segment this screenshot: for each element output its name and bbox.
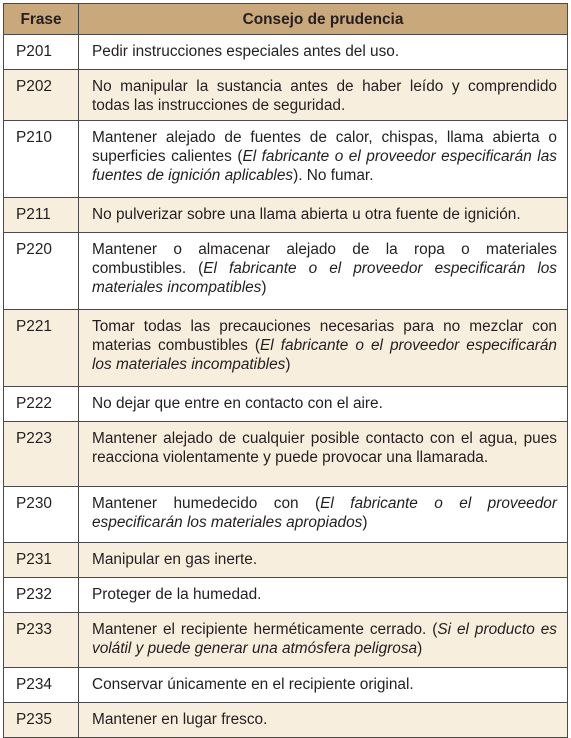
precaution-text	[79, 387, 568, 422]
precaution-text	[79, 198, 568, 233]
precaution-text-italic: Si el producto es volátil y puede generar una atmósfera peligrosa	[92, 621, 557, 657]
precaution-text-part: Mantener el recipiente herméticamente cerrado. (	[92, 621, 438, 638]
precaution-text	[79, 35, 568, 70]
table-row	[4, 703, 568, 738]
table-row	[4, 422, 568, 487]
precaution-text-italic: El fabricante o el proveedor especificarán las fuentes de ignición aplicables	[92, 148, 557, 184]
header-code: Frase	[4, 4, 79, 35]
precaution-text-part: Mantener alejado de fuentes de calor, chispas, llama abierta o superficies calientes (	[92, 129, 557, 165]
table-row	[4, 198, 568, 233]
precaution-text-italic: El fabricante o el proveedor especificarán los materiales incompatibles	[92, 260, 557, 296]
precaution-text	[79, 233, 568, 310]
table-body	[4, 35, 568, 738]
phrase-code: P210	[4, 121, 79, 198]
header-advice: Consejo de prudencia	[79, 4, 568, 35]
precaution-text-part: No dejar que entre en contacto con el aire.	[92, 395, 383, 412]
phrase-code: P231	[4, 543, 79, 578]
phrase-code: P220	[4, 233, 79, 310]
table-row	[4, 387, 568, 422]
precaution-text-part: Mantener en lugar fresco.	[92, 711, 268, 728]
precaution-text-part: Mantener o almacenar alejado de la ropa o materiales combustibles. (	[92, 241, 557, 277]
precaution-text-part: ). No fumar.	[293, 167, 374, 184]
precaution-text	[79, 703, 568, 738]
table-row	[4, 121, 568, 198]
precaution-text	[79, 310, 568, 387]
phrase-code: P211	[4, 198, 79, 233]
precaution-text-part: Conservar únicamente en el recipiente original.	[92, 676, 414, 693]
phrase-code: P232	[4, 578, 79, 613]
precaution-text-part: Mantener alejado de cualquier posible contacto con el agua, pues reacciona violentamente y puede provocar una llamarada.	[92, 430, 557, 466]
precaution-text	[79, 578, 568, 613]
precaution-text-italic: El fabricante o el proveedor especificarán los materiales apropiados	[92, 495, 557, 531]
precaution-text	[79, 613, 568, 668]
table-row	[4, 487, 568, 543]
table-header	[4, 4, 568, 35]
phrase-code: P234	[4, 668, 79, 703]
table-row	[4, 543, 568, 578]
precaution-text-part: Tomar todas las precauciones necesarias para no mezclar con materias combustibles (	[92, 318, 557, 354]
precaution-text-italic: El fabricante o el proveedor especificarán los materiales incompatibles	[92, 337, 557, 373]
table-row	[4, 668, 568, 703]
phrase-code: P235	[4, 703, 79, 738]
precaution-text-part: )	[362, 514, 368, 531]
precaution-text	[79, 422, 568, 487]
precaution-text-part: )	[285, 356, 291, 373]
table-row	[4, 310, 568, 387]
precaution-text-part: )	[417, 640, 423, 657]
header-row	[4, 4, 568, 35]
precaution-text	[79, 70, 568, 121]
table-row	[4, 578, 568, 613]
precaution-text	[79, 487, 568, 543]
precaution-text	[79, 543, 568, 578]
phrase-code: P230	[4, 487, 79, 543]
precaution-text-part: No pulverizar sobre una llama abierta u otra fuente de ignición.	[92, 206, 521, 223]
precaution-text-part: Proteger de la humedad.	[92, 586, 262, 603]
phrase-code: P201	[4, 35, 79, 70]
precaution-text-part: )	[261, 279, 267, 296]
precaution-text-part: No manipular la sustancia antes de haber leído y comprendido todas las instrucciones de seguridad.	[92, 78, 557, 114]
phrase-code: P233	[4, 613, 79, 668]
table-row	[4, 70, 568, 121]
precaution-text-part: Manipular en gas inerte.	[92, 551, 258, 568]
precaution-text	[79, 121, 568, 198]
precaution-text-part: Mantener humedecido con (	[92, 495, 321, 512]
precaution-text	[79, 668, 568, 703]
table-row	[4, 233, 568, 310]
table-row	[4, 613, 568, 668]
phrase-code: P222	[4, 387, 79, 422]
phrase-code: P221	[4, 310, 79, 387]
phrase-code: P223	[4, 422, 79, 487]
precaution-text-part: Pedir instrucciones especiales antes del uso.	[92, 43, 400, 60]
table-row	[4, 35, 568, 70]
phrase-code: P202	[4, 70, 79, 121]
precaution-table	[3, 3, 568, 738]
